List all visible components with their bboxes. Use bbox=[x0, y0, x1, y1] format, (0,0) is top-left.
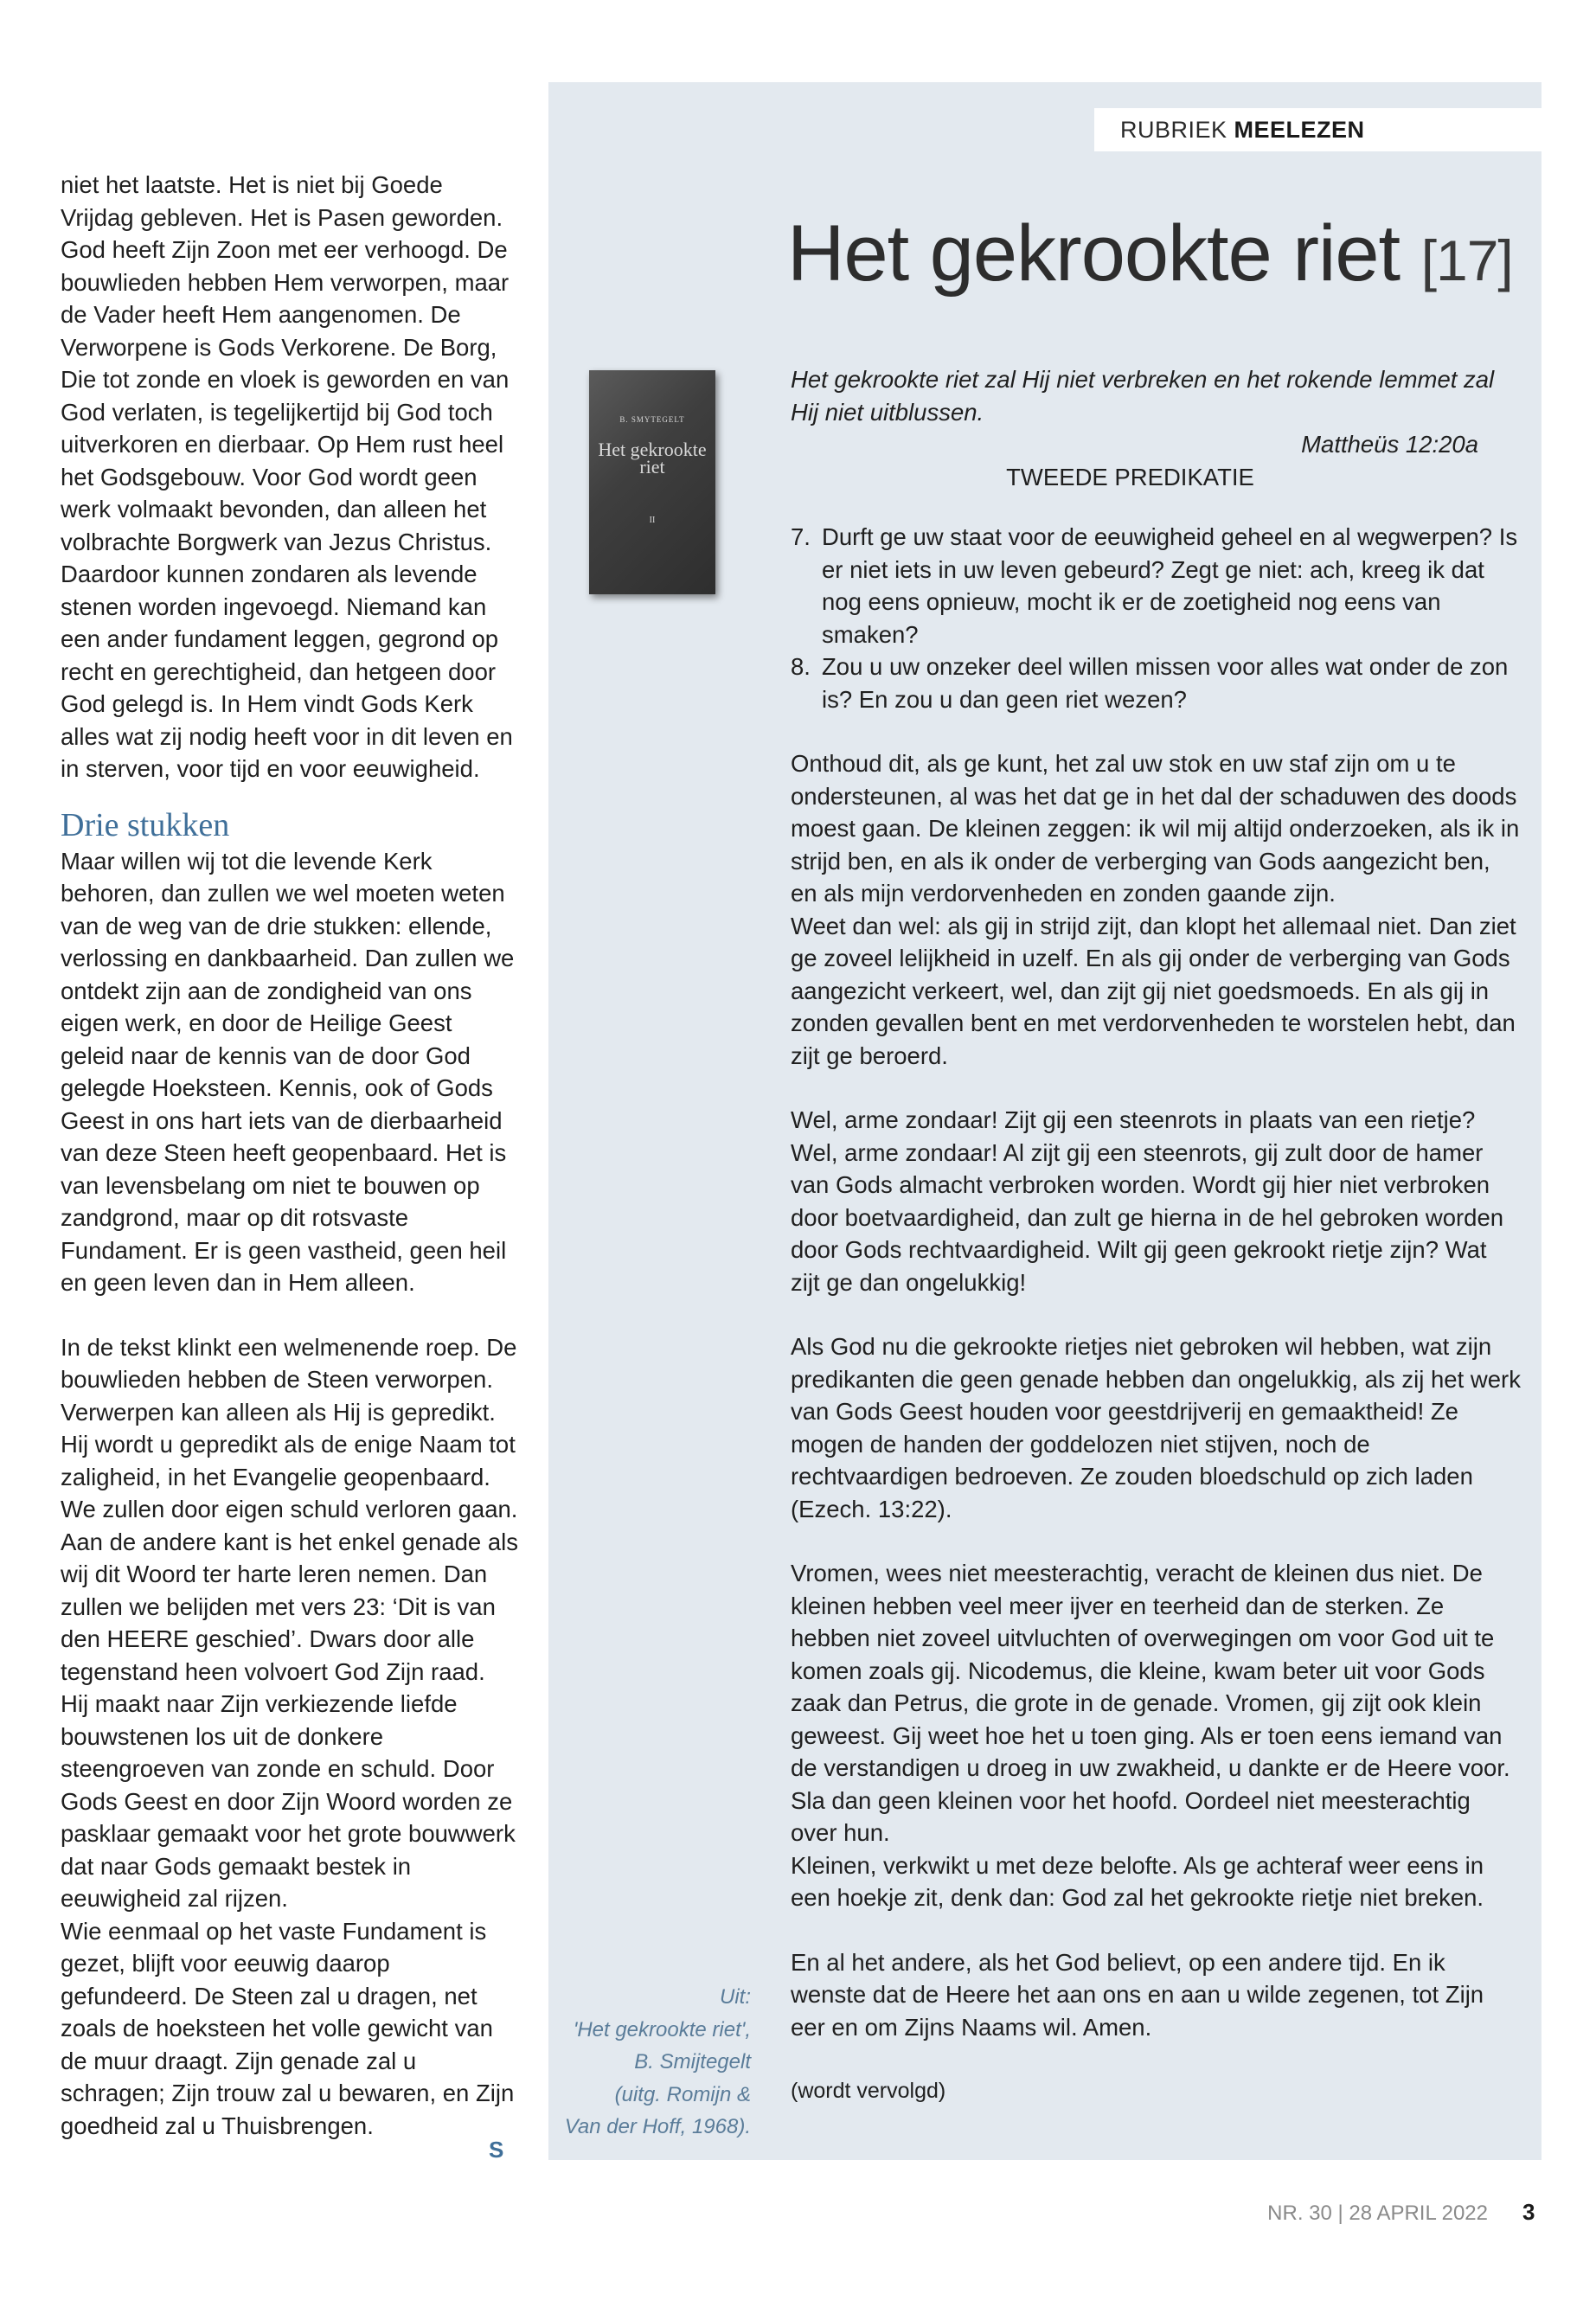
caption-line: Uit: bbox=[720, 1985, 751, 2009]
bible-quote-reference: Mattheüs 12:20a bbox=[1301, 431, 1478, 458]
sermon-label: TWEEDE PREDIKATIE bbox=[1006, 463, 1254, 490]
caption-line: B. Smijtegelt bbox=[634, 2050, 751, 2073]
article-paragraph: Als God nu die gekrookte rietjes niet gebroken wil hebben, wat zijn predikanten die geen genade hebben dan ongelukkig, als zij het werk van Gods Geest houden voor geestdrijverij en gemaaktheid! Ze mogen de handen der goddelozen niet stijven, noch de rechtvaardigen bedroeven. Ze zouden bloedschuld op zich laden (Ezech. 13:22). bbox=[791, 1333, 1521, 1522]
continued-note: (wordt vervolgd) bbox=[791, 2079, 946, 2103]
list-item-number: 8. bbox=[791, 653, 811, 680]
page-number: 3 bbox=[1522, 2199, 1535, 2225]
article-paragraph: Vromen, wees niet meesterachtig, veracht de kleinen dus niet. De kleinen hebben veel meer ijver en teerheid dan de sterken. Ze hebben niet zoveel uitvluchten of overwegingen om voor God uit te komen zoals gij. Nicodemus, die kleine, kwam beter uit voor Gods zaak dan Petrus, die grote in de genade. Vromen, gij zijt ook klein geweest. Gij weet hoe het u toen ging. Als er toen eens iemand van de verstandigen u droeg in uw zwakheid, u dankte er de Heere voor. Sla dan geen kleinen voor het hoofd. Oordeel niet meesterachtig over hun. bbox=[791, 1560, 1510, 1846]
left-paragraph-4: Wie eenmaal op het vaste Fundament is gezet, blijft voor eeuwig daarop gefundeerd. De Steen zal u dragen, net zoals de hoeksteen het volle gewicht van de muur draagt. Zijn genade zal u schragen; Zijn trouw zal u bewaren, en Zijn goedheid zal u Thuisbrengen. bbox=[61, 1917, 515, 2139]
issue-folio: NR. 30 | 28 APRIL 2022 bbox=[1267, 2202, 1488, 2225]
book-cover-image bbox=[589, 370, 715, 594]
end-mark-icon: S bbox=[489, 2137, 504, 2163]
left-paragraph-1: niet het laatste. Het is niet bij Goede Vrijdag gebleven. Het is Pasen geworden. God heeft Zijn Zoon met eer verhoogd. De bouwlieden hebben Hem verworpen, maar de Vader heeft Hem aangenomen. De Verworpene is Gods Verkorene. De Borg, Die tot zonde en vloek is geworden en van God verlaten, is tegelijkertijd bij God toch uitverkoren en dierbaar. Op Hem rust heel het Godsgebouw. Voor God wordt geen werk volmaakt bevonden, dan alleen het volbrachte Borgwerk van Jezus Christus. Daardoor kunnen zondaren als levende stenen worden ingevoegd. Niemand kan een ander fundament leggen, gegrond op recht en gerechtigheid, dan hetgeen door God gelegd is. In Hem vindt Gods Kerk alles wat zij nodig heeft voor in dit leven en in sterven, voor tijd en voor eeuwigheid. bbox=[61, 171, 513, 782]
bible-quote: Het gekrookte riet zal Hij niet verbreken en het rokende lemmet zal Hij niet uitblussen. bbox=[791, 366, 1495, 426]
left-paragraph-3: In de tekst klinkt een welmenende roep. De bouwlieden hebben de Steen verworpen. Verwerpen kan alleen als Hij is gepredikt. Hij wordt u gepredikt als de enige Naam tot zaligheid, in het Evangelie geopenbaard. We zullen door eigen schuld verloren gaan. Aan de andere kant is het enkel genade als wij dit Woord ter harte leren nemen. Dan zullen we belijden met vers 23: ‘Dit is van den HEERE geschied’. Dwars door alle tegenstand heen volvoert God Zijn raad. Hij maakt naar Zijn verkiezende liefde bouwstenen los uit de donkere steengroeven van zonde en schuld. Door Gods Geest en door Zijn Woord worden ze pasklaar gemaakt voor het grote bouwwerk dat naar Gods gemaakt bestek in eeuwigheid zal rijzen. bbox=[61, 1333, 518, 1912]
numbered-list bbox=[791, 521, 1522, 715]
section-heading: Drie stukken bbox=[61, 806, 230, 843]
article-title-text: Het gekrookte riet bbox=[787, 209, 1401, 298]
article-title-number: [17] bbox=[1420, 228, 1513, 292]
rubriek-label bbox=[1094, 108, 1542, 151]
caption-line: (uitg. Romijn & bbox=[614, 2082, 751, 2106]
article-title bbox=[787, 206, 1531, 308]
list-item bbox=[791, 521, 1522, 651]
article-paragraph: Kleinen, verkwikt u met deze belofte. Als ge achteraf weer eens in een hoekje zit, denk dan: God zal het gekrookte rietje niet breken. bbox=[791, 1851, 1484, 1911]
book-volume: II bbox=[649, 516, 656, 525]
article-body bbox=[791, 363, 1522, 2108]
list-item-number: 7. bbox=[791, 523, 811, 550]
list-item bbox=[791, 651, 1522, 715]
article-paragraph: Onthoud dit, als ge kunt, het zal uw stok en uw staf zijn om u te ondersteunen, al was het dat ge in het dal der schaduwen des doods moest gaan. De kleinen zeggen: ik wil mij altijd onderzoeken, als ik in strijd ben, en als ik onder de verberging van Gods aangezicht ben, en als mijn verdorvenheden en zonden gaande zijn. bbox=[791, 750, 1520, 907]
caption-line: 'Het gekrookte riet', bbox=[573, 2017, 751, 2041]
book-author: B. SMYTEGELT bbox=[619, 415, 685, 424]
article-paragraph: Weet dan wel: als gij in strijd zijt, dan klopt het allemaal niet. Dan ziet ge zoveel lelijkheid in uzelf. En als gij onder de verberging van Gods aangezicht verkeert, wel, dan zijt gij niet goedsmoeds. En als gij in zonden gevallen bent en met verdorvenheden te worstelen hebt, dan zijt ge beroerd. bbox=[791, 912, 1516, 1069]
list-item-text: Zou u uw onzeker deel willen missen voor alles wat onder de zon is? En zou u dan geen riet wezen? bbox=[822, 653, 1509, 713]
rubriek-name: MEELEZEN bbox=[1234, 117, 1365, 143]
list-item-text: Durft ge uw staat voor de eeuwigheid geheel en al wegwerpen? Is er niet iets in uw leven gebeurd? Zegt ge niet: ach, kreeg ik dat nog eens opnieuw, mocht ik er de zoetigheid nog eens van smaken? bbox=[822, 523, 1518, 648]
left-column bbox=[61, 169, 519, 2142]
article-paragraph: Wel, arme zondaar! Zijt gij een steenrots in plaats van een rietje? Wel, arme zondaar! Al zijt gij een steenrots, gij zult door de hamer van Gods almacht verbroken worden. Wordt gij hier niet verbroken door boetvaardigheid, dan zult ge hierna in de hel gebroken worden door Gods rechtvaardigheid. Wilt gij geen gekrookt rietje zijn? Wat zijt ge dan ongelukkig! bbox=[791, 1106, 1504, 1296]
book-title: Het gekrookte riet bbox=[598, 439, 707, 478]
article-paragraph: En al het andere, als het God believt, op een andere tijd. En ik wenste dat de Heere het aan ons en aan u wilde zegenen, tot Zijn eer en om Zijns Naams wil. Amen. bbox=[791, 1948, 1484, 2041]
caption-line: Van der Hoff, 1968). bbox=[564, 2115, 751, 2138]
paragraph-spacer bbox=[61, 1299, 519, 1331]
rubriek-prefix: RUBRIEK bbox=[1120, 117, 1227, 143]
left-paragraph-2: Maar willen wij tot die levende Kerk behoren, dan zullen we wel moeten weten van de weg van de drie stukken: ellende, verlossing en dankbaarheid. Dan zullen we ontdekt zijn aan de zondigheid van ons eigen werk, en door de Heilige Geest geleid naar de kennis van de door God gelegde Hoeksteen. Kennis, ook of Gods Geest in ons hart iets van de dierbaarheid van deze Steen heeft geopenbaard. Het is van levensbelang om niet te bouwen op zandgrond, maar op dit rotsvaste Fundament. Er is geen vastheid, geen heil en geen leven dan in Hem alleen. bbox=[61, 847, 515, 1296]
book-caption bbox=[554, 1981, 751, 2144]
